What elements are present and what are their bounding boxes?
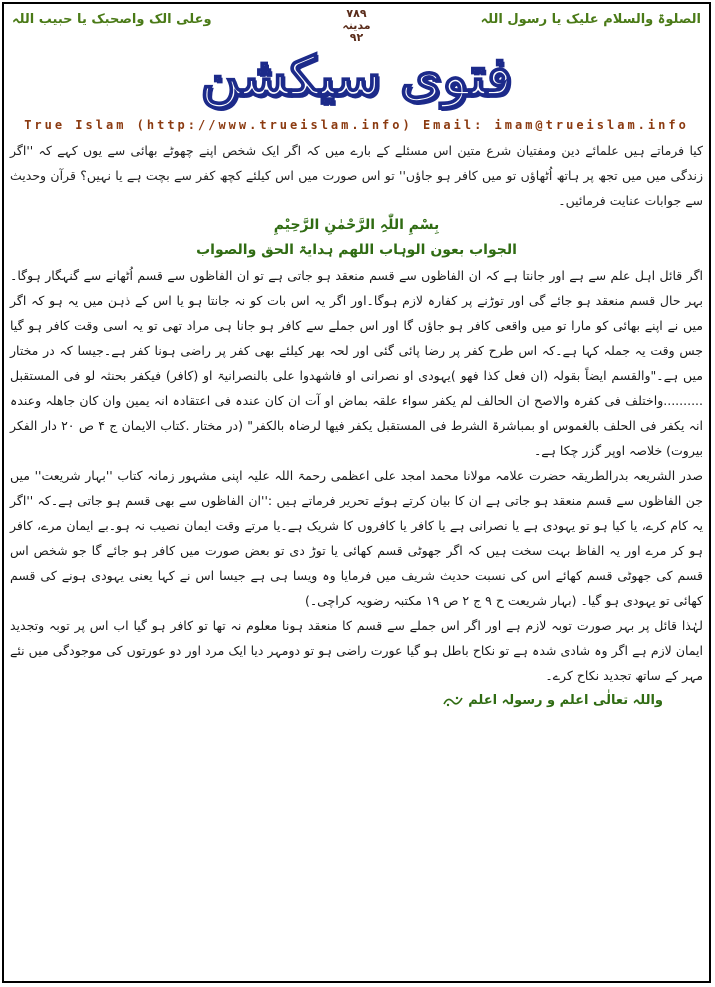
page-number-line1: ۷۸۹ (346, 7, 367, 20)
contact-line: True Islam (http://www.trueislam.info) Email: imam@trueislam.info (24, 118, 689, 132)
answer-heading: الجواب بعون الوہاب اللھم ہدایۃ الحق والصواب (196, 242, 517, 258)
header-right-salutation: الصلوۃ والسلام علیک یا رسول اللہ (480, 12, 701, 27)
page-number-line2: مدینہ (342, 19, 371, 32)
closing-text: واللہ تعالٰی اعلم و رسولہ اعلم (468, 693, 663, 708)
answer-paragraph-3: لہٰذا قائل پر بہر صورت توبہ لازم ہے اور اگر اس جملے سے قسم کا منعقد ہونا معلوم نہ تھا تو کافر ہو گیا اب اس پر توبہ وتجدید ایمان لازم ہے اگر وہ شادی شدہ ہے تو نکاح باطل ہو گیا عورت راضی ہو تو دومہر دیا ایک مرد اور دو عورتوں کی موجودگی میں نئے مہر کے ساتھ تجدید نکاح کرے۔ (10, 618, 703, 683)
page-title: فتوی سیکشن (200, 44, 513, 108)
header-left-salutation: وعلی الک واصحبک یا حبیب اللہ (12, 12, 212, 27)
honorific-icon (442, 694, 464, 708)
fatwa-body (10, 138, 703, 713)
answer-paragraph-2: صدر الشریعہ بدرالطریقہ حضرت علامہ مولانا محمد امجد علی اعظمی رحمۃ اللہ علیہ اپنی مشہور زمانہ کتاب ''بہار شریعت'' میں جن الفاظوں سے قسم منعقد ہو جاتی ہے ان کا بیان کرتے ہوئے تحریر فرماتے ہیں :''ان الفاظوں سے بھی قسم ہو جاتی ہے۔کہ ''اگر یہ کام کرے، یا کیا ہو تو یہودی ہے یا نصرانی ہے یا کافر یا کافروں کا شریک ہے۔یا مرتے وقت ایمان نصیب نہ ہو۔بے ایمان مرے، کافر ہو کر مرے اور یہ الفاظ بہت سخت ہیں کہ اگر جھوٹی قسم کھائی یا توڑ دی تو بعض صورت میں کافر ہو جائے گا جو شخص اس قسم کی جھوٹی قسم کھائے اس کی نسبت حدیث شریف میں فرمایا وہ ویسا ہی ہے جیسا اس نے کہا یعنی یہودی ہونے کی قسم کھائی تو یہودی ہو گیا۔ (بہار شریعت ح ۹ ج ۲ ص ۱۹ مکتبہ رضویہ کراچی۔) (10, 468, 703, 608)
question-text: کیا فرماتے ہیں علمائے دین ومفتیان شرع متین اس مسئلے کے بارے میں کہ اگر ایک شخص اپنے چھوٹے بھائی سے یوں کہے کہ ''اگر زندگی میں میں تجھ پر ہاتھ اُٹھاؤں تو میں کافر ہو جاؤں'' تو اس صورت میں اس کیلئے کچھ کفر سے بچت ہے یا نہیں؟ قرآن وحدیث سے جوابات عنایت فرمائیں۔ (10, 143, 703, 208)
page-number-line3: ۹۲ (349, 31, 364, 44)
basmala: بِسْمِ اللّٰہِ الرَّحْمٰنِ الرَّحِیْمِ (273, 217, 440, 233)
closing-line (10, 688, 703, 713)
fatwa-page (2, 2, 711, 983)
answer-paragraph-1: اگر قائل اہل علم سے ہے اور جانتا ہے کہ ان الفاظوں سے قسم منعقد ہو جاتی ہے تو ان الفاظوں سے قسم اُٹھانے سے گنہگار ہوگا۔بہر حال قسم منعقد ہو جائے گی اور توڑنے پر کفارہ لازم ہوگا۔اور اگر یہ اس بات کو نہ جانتا ہو یا اس کے ذہن میں یہ ہو کہ اگر میں نے اپنے بھائی کو مارا تو میں واقعی کافر ہو جاؤں گا اور اس جملے سے کافر ہو جانا ہی مراد تھی تو یہ اسی وقت کافر ہو گیا جس وقت یہ جملہ کہا ہے۔کہ اس طرح کفر پر رضا پائی گئی اور لحہ بھر کیلئے بھی کفر پر راضی ہونا کفر ہے۔جیسا کہ در مختار میں ہے۔"والقسم ایضاً بقولہ (ان فعل کذا فھو )یہودی او نصرانی او فاشھدوا علی بالنصرانیۃ او (کافر) فیکفر بحنثہ لو فی المستقبل ..........واختلف فی کفرہ والاصح ان الحالف لم یکفر سواء علقہ بماض او آت ان کان عندہ فی اعتقادہ انہ یمین وان کان جاھلہ وعندہ انہ یکفر فی الحلف بالغموس او بمباشرۃ الشرط فی المستقبل یکفر فیھا لرضاہ بالکفر" (در مختار .کتاب الایمان ج ۴ ص ۲۰ دار الفکر بیروت) خلاصہ اوپر گزر چکا ہے۔ (10, 268, 703, 458)
